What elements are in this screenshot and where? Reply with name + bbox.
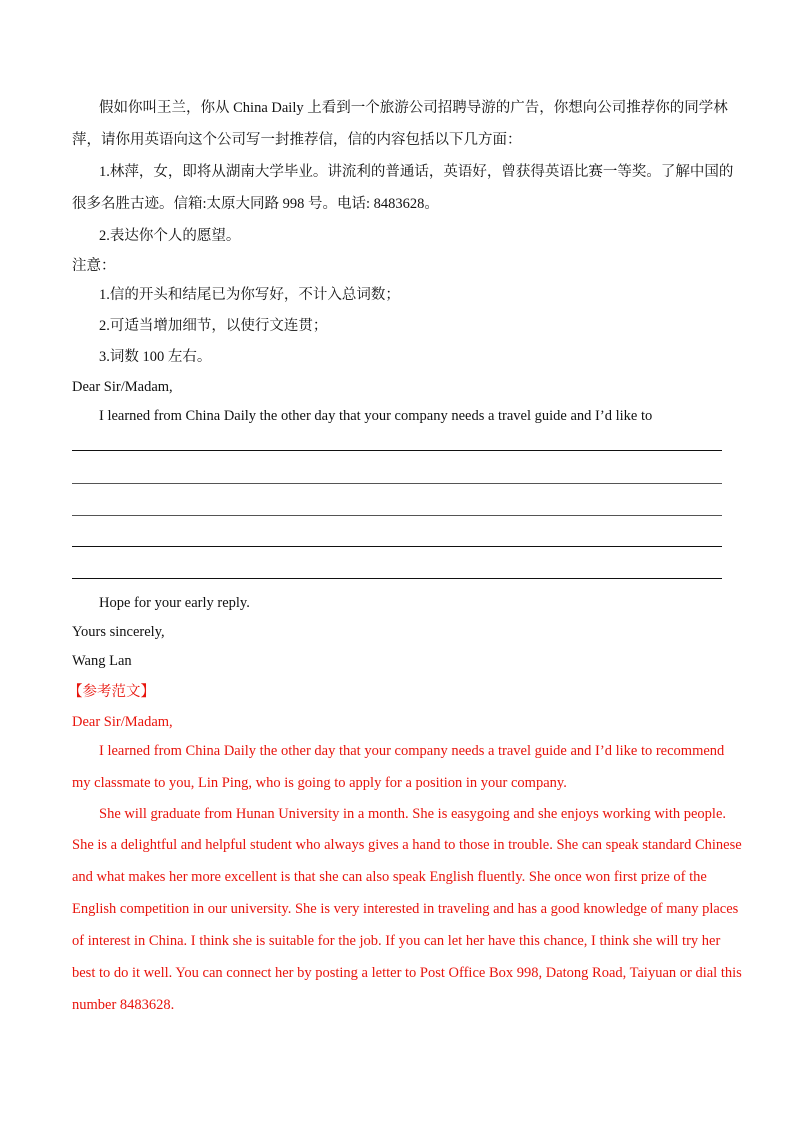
prompt-point-1-line-2: 很多名胜古迹。信箱:太原大同路 998 号。电话: 8483628。	[72, 196, 439, 212]
sample-line: of interest in China. I think she is suitable for the job. If you can let her have this chance, I think she will try her	[72, 933, 721, 949]
note-2: 2.可适当增加细节，以使行文连贯；	[99, 318, 328, 334]
prompt-intro-line-1: 假如你叫王兰，你从 China Daily 上看到一个旅游公司招聘导游的广告，你想向公司推荐你的同学林	[99, 100, 728, 116]
letter-closing: Hope for your early reply.	[99, 595, 250, 611]
sample-line: my classmate to you, Lin Ping, who is going to apply for a position in your company.	[72, 775, 567, 791]
prompt-intro-line-2: 萍，请你用英语向这个公司写一封推荐信，信的内容包括以下几方面：	[72, 132, 522, 148]
sample-line: She is a delightful and helpful student who always gives a hand to those in trouble. She can speak standard Chinese	[72, 837, 742, 853]
sample-line: English competition in our university. She is very interested in traveling and has a good knowledge of many places	[72, 901, 739, 917]
answer-line-1[interactable]	[72, 450, 722, 451]
letter-opening: I learned from China Daily the other day that your company needs a travel guide and I’d like to	[99, 408, 653, 424]
answer-line-5[interactable]	[72, 578, 722, 579]
answer-line-4[interactable]	[72, 546, 722, 547]
prompt-point-1-line-1: 1.林萍，女，即将从湖南大学毕业。讲流利的普通话，英语好，曾获得英语比赛一等奖。了解中国的	[99, 164, 734, 180]
note-3: 3.词数 100 左右。	[99, 349, 212, 365]
letter-signoff: Yours sincerely,	[72, 624, 165, 640]
note-1: 1.信的开头和结尾已为你写好，不计入总词数；	[99, 287, 400, 303]
answer-line-2[interactable]	[72, 483, 722, 484]
sample-salutation: Dear Sir/Madam,	[72, 714, 173, 730]
prompt-point-2: 2.表达你个人的愿望。	[99, 228, 241, 244]
sample-line: number 8483628.	[72, 997, 175, 1013]
sample-line: I learned from China Daily the other day that your company needs a travel guide and I’d like to recommend	[99, 743, 725, 759]
sample-line: She will graduate from Hunan University in a month. She is easygoing and she enjoys working with people.	[99, 806, 727, 822]
sample-line: and what makes her more excellent is that she can also speak English fluently. She once won first prize of the	[72, 869, 707, 885]
notes-heading: 注意：	[72, 258, 116, 274]
sample-heading: 【参考范文】	[68, 684, 155, 700]
letter-signature: Wang Lan	[72, 653, 132, 669]
letter-salutation: Dear Sir/Madam,	[72, 379, 173, 395]
answer-line-3[interactable]	[72, 515, 722, 516]
sample-line: best to do it well. You can connect her by posting a letter to Post Office Box 998, Datong Road, Taiyuan or dial this	[72, 965, 742, 981]
